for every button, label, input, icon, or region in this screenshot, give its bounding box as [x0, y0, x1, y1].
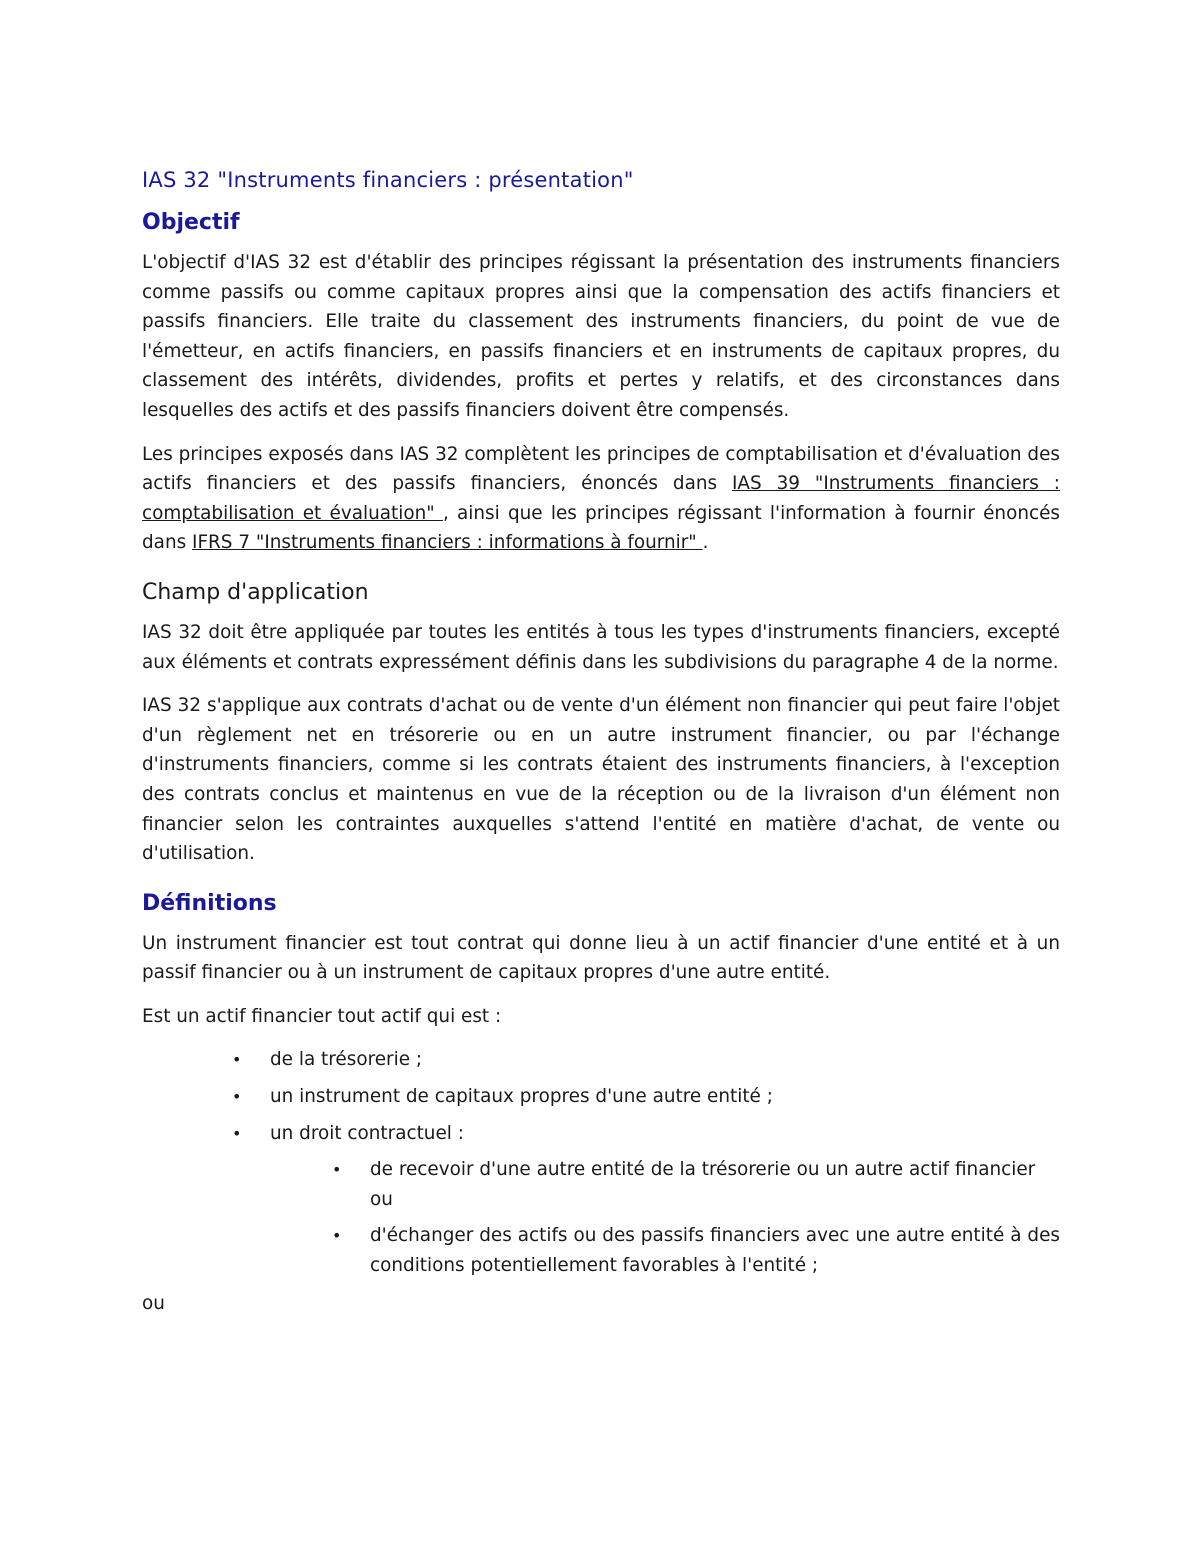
bullet-icon: •	[232, 1123, 242, 1143]
list-item	[228, 1119, 1060, 1149]
bullet-icon: •	[232, 1050, 242, 1070]
sublist-item-text: de recevoir d'une autre entité de la trésorerie ou un autre actif financier	[370, 1159, 1036, 1181]
trailing-ou: ou	[142, 1292, 165, 1314]
bullet-icon: •	[232, 1087, 242, 1107]
objectif-p2-text-a: Les principes exposés dans IAS 32 complètent les principes de comptabilisation et d'évaluation des actifs financiers et des passifs financiers, énoncés dans	[142, 443, 1060, 495]
definitions-paragraph-1: Un instrument financier est tout contrat qui donne lieu à un actif financier d'une entité et à un passif financier ou à un instrument de capitaux propres d'une autre entité.	[142, 932, 1060, 984]
sublist-item	[328, 1155, 1060, 1214]
list-item-text: un instrument de capitaux propres d'une autre entité ;	[270, 1086, 773, 1108]
ifrs7-link[interactable]: IFRS 7 "Instruments financiers : informations à fournir"	[192, 532, 703, 554]
champ-paragraph-2: IAS 32 s'applique aux contrats d'achat ou de vente d'un élément non financier qui peut faire l'objet d'un règlement net en trésorerie ou en un autre instrument financier, ou par l'échange d'instruments financiers, comme si les contrats étaient des instruments financiers, à l'exception des contrats conclus et maintenus en vue de la réception ou de la livraison d'un élément non financier selon les contraintes auxquelles s'attend l'entité en matière d'achat, de vente ou d'utilisation.	[142, 695, 1060, 865]
list-item-text: un droit contractuel :	[270, 1122, 464, 1144]
objectif-paragraph-2	[142, 440, 1060, 558]
list-item	[228, 1045, 1060, 1075]
objectif-paragraph-1: L'objectif d'IAS 32 est d'établir des principes régissant la présentation des instruments financiers comme passifs ou comme capitaux propres ainsi que la compensation des actifs financiers et passifs financiers. Elle traite du classement des instruments financiers, du point de vue de l'émetteur, en actifs financiers, en passifs financiers et en instruments de capitaux propres, du classement des intérêts, dividendes, profits et pertes y relatifs, et des circonstances dans lesquelles des actifs et des passifs financiers doivent être compensés.	[142, 252, 1060, 421]
heading-definitions: Définitions	[142, 890, 277, 916]
ias39-link[interactable]: IAS 39 "Instruments financiers : comptabilisation et évaluation"	[142, 473, 1060, 524]
bullet-icon: •	[332, 1160, 342, 1180]
droit-contractuel-sublist-wrapper	[228, 1155, 1060, 1280]
list-item	[228, 1082, 1060, 1112]
objectif-p2-text-c: .	[702, 532, 709, 554]
document-page	[142, 160, 1060, 1332]
heading-champ-application: Champ d'application	[142, 579, 369, 605]
sublist-item-suffix: ou	[370, 1188, 393, 1210]
sublist-container	[228, 1155, 1060, 1280]
document-title: IAS 32 "Instruments financiers : présentation"	[142, 168, 634, 192]
definitions-paragraph-2: Est un actif financier tout actif qui est :	[142, 1005, 502, 1027]
heading-objectif: Objectif	[142, 210, 240, 235]
sublist-item-text: d'échanger des actifs ou des passifs financiers avec une autre entité à des conditions potentiellement favorables à l'entité ;	[370, 1225, 1060, 1277]
champ-paragraph-1: IAS 32 doit être appliquée par toutes les entités à tous les types d'instruments financiers, excepté aux éléments et contrats expressément définis dans les subdivisions du paragraphe 4 de la norme.	[142, 621, 1060, 673]
objectif-p2-text-b: , ainsi que les principes régissant l'information à fournir énoncés dans	[142, 502, 1061, 554]
droit-contractuel-sublist	[328, 1155, 1060, 1280]
actif-financier-list	[228, 1045, 1060, 1148]
bullet-icon: •	[332, 1226, 342, 1246]
sublist-item	[328, 1221, 1060, 1280]
list-item-text: de la trésorerie ;	[270, 1049, 423, 1071]
